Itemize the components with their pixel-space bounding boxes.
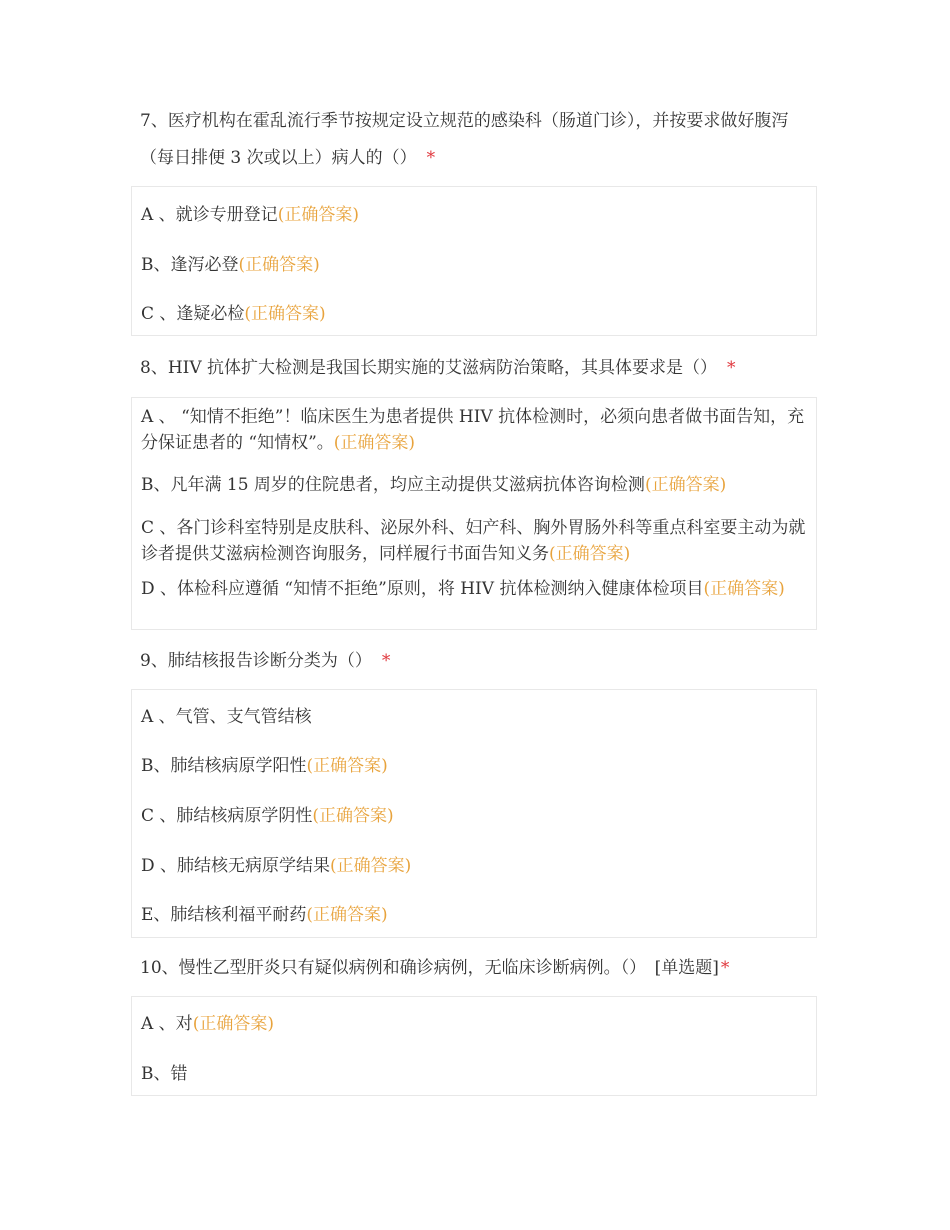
option-c[interactable]: C 、逢疑必检(正确答案) (141, 304, 326, 324)
correct-answer-tag: (正确答案) (644, 475, 727, 495)
question-7-options (131, 186, 817, 336)
option-a[interactable]: A 、 “知情不拒绝”！临床医生为患者提供 HIV 抗体检测时，必须向患者做书面告知，充分保证患者的 “知情权”。(正确答案) (141, 407, 805, 453)
correct-answer-tag: (正确答案) (306, 905, 388, 925)
option-e[interactable]: E、肺结核利福平耐药(正确答案) (141, 905, 388, 925)
correct-answer-tag: (正确答案) (306, 756, 388, 776)
option-d[interactable]: D 、体检科应遵循 “知情不拒绝”原则，将 HIV 抗体检测纳入健康体检项目(正确答案) (141, 579, 785, 599)
required-mark: * (720, 958, 730, 978)
question-10-options (131, 996, 817, 1096)
correct-answer-tag: (正确答案) (192, 1014, 274, 1034)
correct-answer-tag: (正确答案) (277, 205, 359, 225)
option-b[interactable]: B、凡年满 15 周岁的住院患者，均应主动提供艾滋病抗体咨询检测(正确答案) (141, 475, 727, 495)
required-mark: * (381, 651, 391, 671)
question-text: 10、慢性乙型肝炎只有疑似病例和确诊病例，无临床诊断病例。（） [单选题] (140, 958, 719, 978)
option-a[interactable]: A 、对(正确答案) (141, 1014, 274, 1034)
question-7-title (140, 103, 820, 177)
correct-answer-tag: (正确答案) (333, 433, 416, 453)
option-a[interactable]: A 、气管、支气管结核 (141, 707, 312, 727)
option-b[interactable]: B、肺结核病原学阳性(正确答案) (141, 756, 388, 776)
option-c[interactable]: C 、肺结核病原学阴性(正确答案) (141, 806, 394, 826)
correct-answer-tag: (正确答案) (703, 579, 785, 599)
correct-answer-tag: (正确答案) (330, 856, 412, 876)
correct-answer-tag: (正确答案) (549, 544, 631, 564)
question-8-title (140, 350, 820, 387)
question-9-title (140, 643, 820, 680)
correct-answer-tag: (正确答案) (244, 304, 326, 324)
option-d[interactable]: D 、肺结核无病原学结果(正确答案) (141, 856, 412, 876)
question-text: 8、HIV 抗体扩大检测是我国长期实施的艾滋病防治策略，其具体要求是（） (140, 358, 718, 378)
question-text: 7、医疗机构在霍乱流行季节按规定设立规范的感染科（肠道门诊），并按要求做好腹泻（每日排便 3 次或以上）病人的（） (140, 111, 789, 168)
option-b[interactable]: B、逢泻必登(正确答案) (141, 255, 320, 275)
question-10-title (140, 950, 820, 987)
option-b[interactable]: B、错 (141, 1064, 188, 1084)
option-c[interactable]: C 、各门诊科室特别是皮肤科、泌尿外科、妇产科、胸外胃肠外科等重点科室要主动为就诊者提供艾滋病检测咨询服务，同样履行书面告知义务(正确答案) (141, 518, 806, 564)
question-text: 9、肺结核报告诊断分类为（） (140, 651, 372, 671)
option-a[interactable]: A 、就诊专册登记(正确答案) (141, 205, 359, 225)
correct-answer-tag: (正确答案) (238, 255, 320, 275)
required-mark: * (426, 148, 436, 168)
required-mark: * (727, 358, 736, 378)
question-8-options (131, 397, 817, 630)
correct-answer-tag: (正确答案) (312, 806, 394, 826)
question-9-options (131, 689, 817, 938)
